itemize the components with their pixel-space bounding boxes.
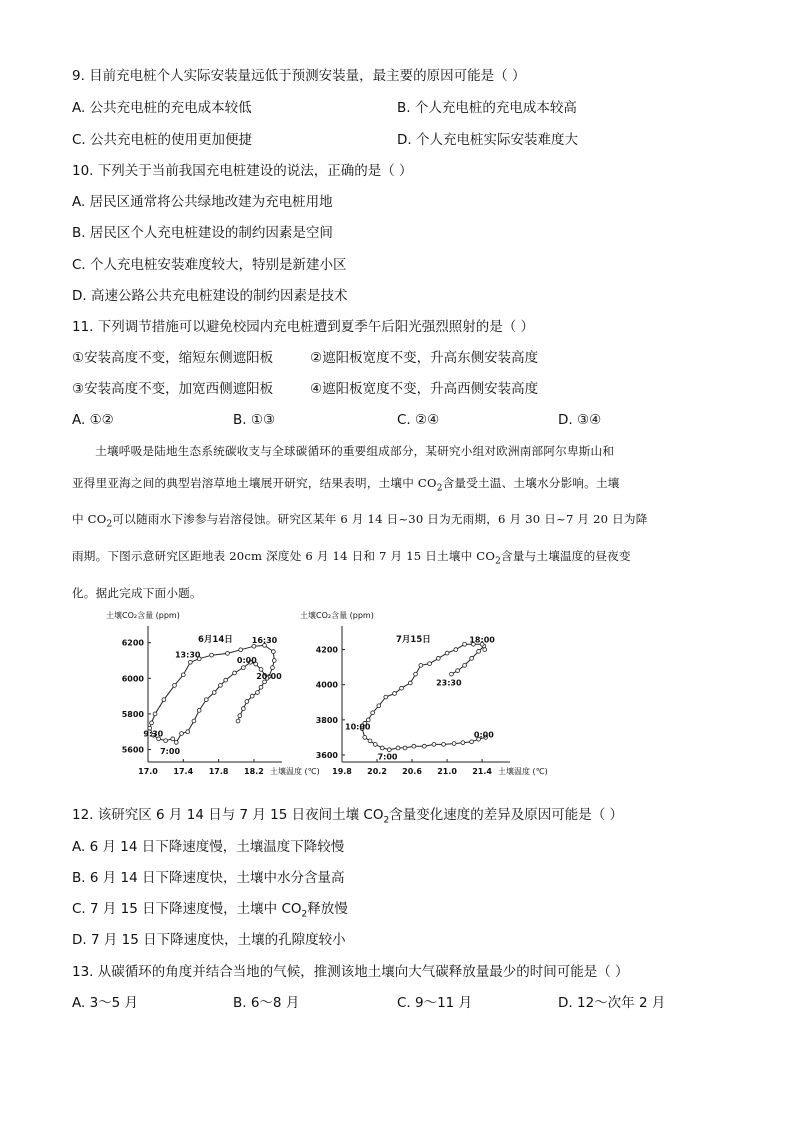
q13-stem: 13. 从碳循环的角度并结合当地的气候，推测该地土壤向大气碳释放量最少的时间可能是（ ） [72, 964, 629, 980]
data-point [377, 704, 381, 708]
data-point [422, 744, 426, 748]
data-point [238, 714, 242, 718]
x-axis-label: 土壤温度 (℃) [270, 767, 320, 776]
data-point [212, 691, 216, 695]
y-tick-label: 5600 [121, 745, 144, 755]
data-point [224, 678, 228, 682]
data-point [432, 743, 436, 747]
data-point [396, 746, 400, 750]
time-annotation: 18:00 [469, 635, 495, 645]
data-point [218, 684, 222, 688]
data-point [272, 659, 276, 663]
q11-option-c[interactable]: C. ②④ [397, 412, 440, 428]
passage-line-5: 化。据此完成下面小题。 [72, 585, 202, 600]
data-point [403, 746, 407, 750]
time-annotation: 9:30 [143, 729, 164, 739]
q11-stem: 11. 下列调节措施可以避免校园内充电桩遭到夏季午后阳光强烈照射的是（ ） [72, 319, 535, 335]
q12-option-b[interactable]: B. 6 月 14 日下降速度快，土壤中水分含量高 [72, 870, 345, 886]
data-point [162, 698, 166, 702]
data-point [181, 673, 185, 677]
series-line [362, 644, 486, 749]
y-tick-label: 6000 [121, 674, 144, 684]
data-point [442, 743, 446, 747]
data-point [363, 736, 367, 740]
data-point [236, 719, 240, 723]
q9-option-c[interactable]: C. 公共充电桩的使用更加便捷 [72, 132, 253, 148]
x-tick-label: 17.8 [208, 767, 229, 776]
x-tick-label: 17.0 [138, 767, 158, 776]
time-annotation: 7:00 [160, 746, 181, 756]
data-point [461, 741, 465, 745]
q11-statement-2: ②遮阳板宽度不变，升高东侧安装高度 [310, 350, 539, 366]
q9-option-b[interactable]: B. 个人充电桩的充电成本较高 [397, 100, 577, 116]
time-annotation: 13:30 [174, 650, 201, 660]
time-annotation: 23:30 [436, 678, 462, 688]
data-point [197, 708, 201, 712]
x-axis-label: 土壤温度 (℃) [498, 767, 548, 776]
data-point [483, 648, 487, 652]
data-point [250, 694, 254, 698]
passage-line-3: 中 $CO_2$可以随雨水下渗参与岩溶侵蚀。研究区某年 6 月 14 日~30 日为无雨期，6 月 30 日~7 月 20 日为降 [72, 512, 648, 530]
passage-line-4: 雨期。下图示意研究区距地表 20cm 深度处 6 月 14 日和 7 月 15 日土壤中 $CO_2$含量与土壤温度的昼夜变 [72, 549, 631, 567]
data-point [226, 651, 230, 655]
y-axis-label: 土壤CO₂含量 (ppm) [106, 611, 180, 620]
time-annotation: 0:00 [236, 656, 257, 666]
x-tick-label: 19.8 [332, 767, 352, 776]
q9-stem: 9. 目前充电桩个人实际安装量远低于预测安装量，最主要的原因可能是（ ） [72, 68, 526, 84]
data-point [186, 730, 190, 734]
data-point [173, 684, 177, 688]
data-point [463, 642, 467, 646]
x-tick-label: 20.6 [402, 767, 422, 776]
passage-line-2: 亚得里亚海之间的典型岩溶草地土壤展开研究，结果表明，土壤中 $CO_2$含量受土温、土壤水分影响。土壤 [72, 475, 620, 493]
data-point [452, 742, 456, 746]
x-tick-label: 18.2 [244, 767, 264, 776]
data-point [454, 648, 458, 652]
q11-option-d[interactable]: D. ③④ [558, 412, 602, 428]
chart-title: 7月15日 [396, 635, 431, 645]
time-annotation: 20:00 [256, 671, 282, 681]
time-annotation: 0:00 [473, 730, 494, 740]
reading-passage [72, 436, 722, 609]
data-point [210, 653, 214, 657]
data-point [436, 656, 440, 660]
data-point [241, 666, 245, 670]
y-tick-label: 3800 [315, 715, 338, 725]
data-point [204, 698, 208, 702]
q11-option-a[interactable]: A. ①② [72, 412, 114, 428]
q10-option-c[interactable]: C. 个人充电桩安装难度较大，特别是新建小区 [72, 257, 347, 273]
data-point [233, 671, 237, 675]
time-annotation: 10:00 [345, 722, 371, 732]
data-point [259, 667, 263, 671]
q9-option-d[interactable]: D. 个人充电桩实际安装难度大 [397, 132, 578, 148]
q11-statement-1: ①安装高度不变，缩短东侧遮阳板 [72, 350, 274, 366]
data-point [445, 651, 449, 655]
x-tick-label: 21.4 [472, 767, 492, 776]
data-point [414, 672, 418, 676]
data-point [153, 712, 157, 716]
x-tick-label: 21.0 [437, 767, 457, 776]
data-point [271, 666, 275, 670]
q10-option-b[interactable]: B. 居民区个人充电桩建设的制约因素是空间 [72, 225, 333, 241]
q13-option-c[interactable]: C. 9～11 月 [397, 995, 473, 1011]
data-point [192, 719, 196, 723]
data-point [271, 650, 275, 654]
data-point [470, 740, 474, 744]
data-point [366, 718, 370, 722]
q11-statement-4: ④遮阳板宽度不变，升高西侧安装高度 [310, 381, 539, 397]
q10-stem: 10. 下列关于当前我国充电桩建设的说法，正确的是（ ） [72, 163, 413, 179]
q12-stem: 12. 该研究区 6 月 14 日与 7 月 15 日夜间土壤 $CO_2$含量变化速度的差异及原因可能是（ ） [72, 807, 623, 826]
co2-temperature-chart-july15 [298, 610, 548, 790]
data-point [174, 741, 178, 745]
q11-option-b[interactable]: B. ①③ [233, 412, 276, 428]
y-axis-label: 土壤CO₂含量 (ppm) [300, 611, 374, 620]
data-point [393, 692, 397, 696]
data-point [428, 662, 432, 666]
q13-option-b[interactable]: B. 6～8 月 [233, 995, 300, 1011]
data-point [368, 739, 372, 743]
y-tick-label: 3600 [315, 750, 338, 760]
q12-option-c[interactable]: C. 7 月 15 日下降速度慢，土壤中 $CO_2$释放慢 [72, 901, 348, 920]
q12-option-a[interactable]: A. 6 月 14 日下降速度慢，土壤温度下降较慢 [72, 839, 345, 855]
data-point [384, 695, 388, 699]
x-tick-label: 17.4 [173, 767, 194, 776]
data-point [408, 681, 412, 685]
data-point [450, 672, 454, 676]
data-point [463, 663, 467, 667]
q10-option-d[interactable]: D. 高速公路公共充电桩建设的制约因素是技术 [72, 288, 348, 304]
y-tick-label: 4200 [315, 645, 338, 655]
time-annotation: 7:00 [377, 752, 398, 762]
data-point [164, 739, 168, 743]
data-point [371, 711, 375, 715]
q13-option-a[interactable]: A. 3～5 月 [72, 995, 139, 1011]
co2-temperature-chart-june14 [100, 610, 320, 790]
data-point [456, 669, 460, 673]
q12-option-d[interactable]: D. 7 月 15 日下降速度快，土壤的孔隙度较小 [72, 932, 346, 948]
data-point [256, 691, 260, 695]
q9-option-a[interactable]: A. 公共充电桩的充电成本较低 [72, 100, 252, 116]
q11-statement-3: ③安装高度不变，加宽西侧遮阳板 [72, 381, 274, 397]
q10-option-a[interactable]: A. 居民区通常将公共绿地改建为充电桩用地 [72, 194, 333, 210]
passage-line-1: 土壤呼吸是陆地生态系统碳收支与全球碳循环的重要组成部分，某研究小组对欧洲南部阿尔卑斯山和 [95, 444, 615, 458]
data-point [477, 649, 481, 653]
data-point [259, 685, 263, 689]
data-point [171, 737, 175, 741]
chart-title: 6月14日 [198, 635, 233, 645]
y-tick-label: 4000 [315, 680, 338, 690]
data-point [241, 707, 245, 711]
data-point [180, 732, 184, 736]
data-point [245, 700, 249, 704]
data-point [239, 648, 243, 652]
data-point [412, 744, 416, 748]
y-tick-label: 6200 [121, 638, 144, 648]
data-point [188, 660, 192, 664]
data-point [380, 746, 384, 750]
time-annotation: 16:30 [251, 636, 278, 646]
data-point [470, 656, 474, 660]
data-point [150, 721, 154, 725]
q13-option-d[interactable]: D. 12～次年 2 月 [558, 995, 666, 1011]
data-point [387, 748, 391, 752]
x-tick-label: 20.2 [367, 767, 387, 776]
data-point [373, 743, 377, 747]
data-point [400, 686, 404, 690]
y-tick-label: 5800 [121, 709, 144, 719]
data-point [419, 663, 423, 667]
